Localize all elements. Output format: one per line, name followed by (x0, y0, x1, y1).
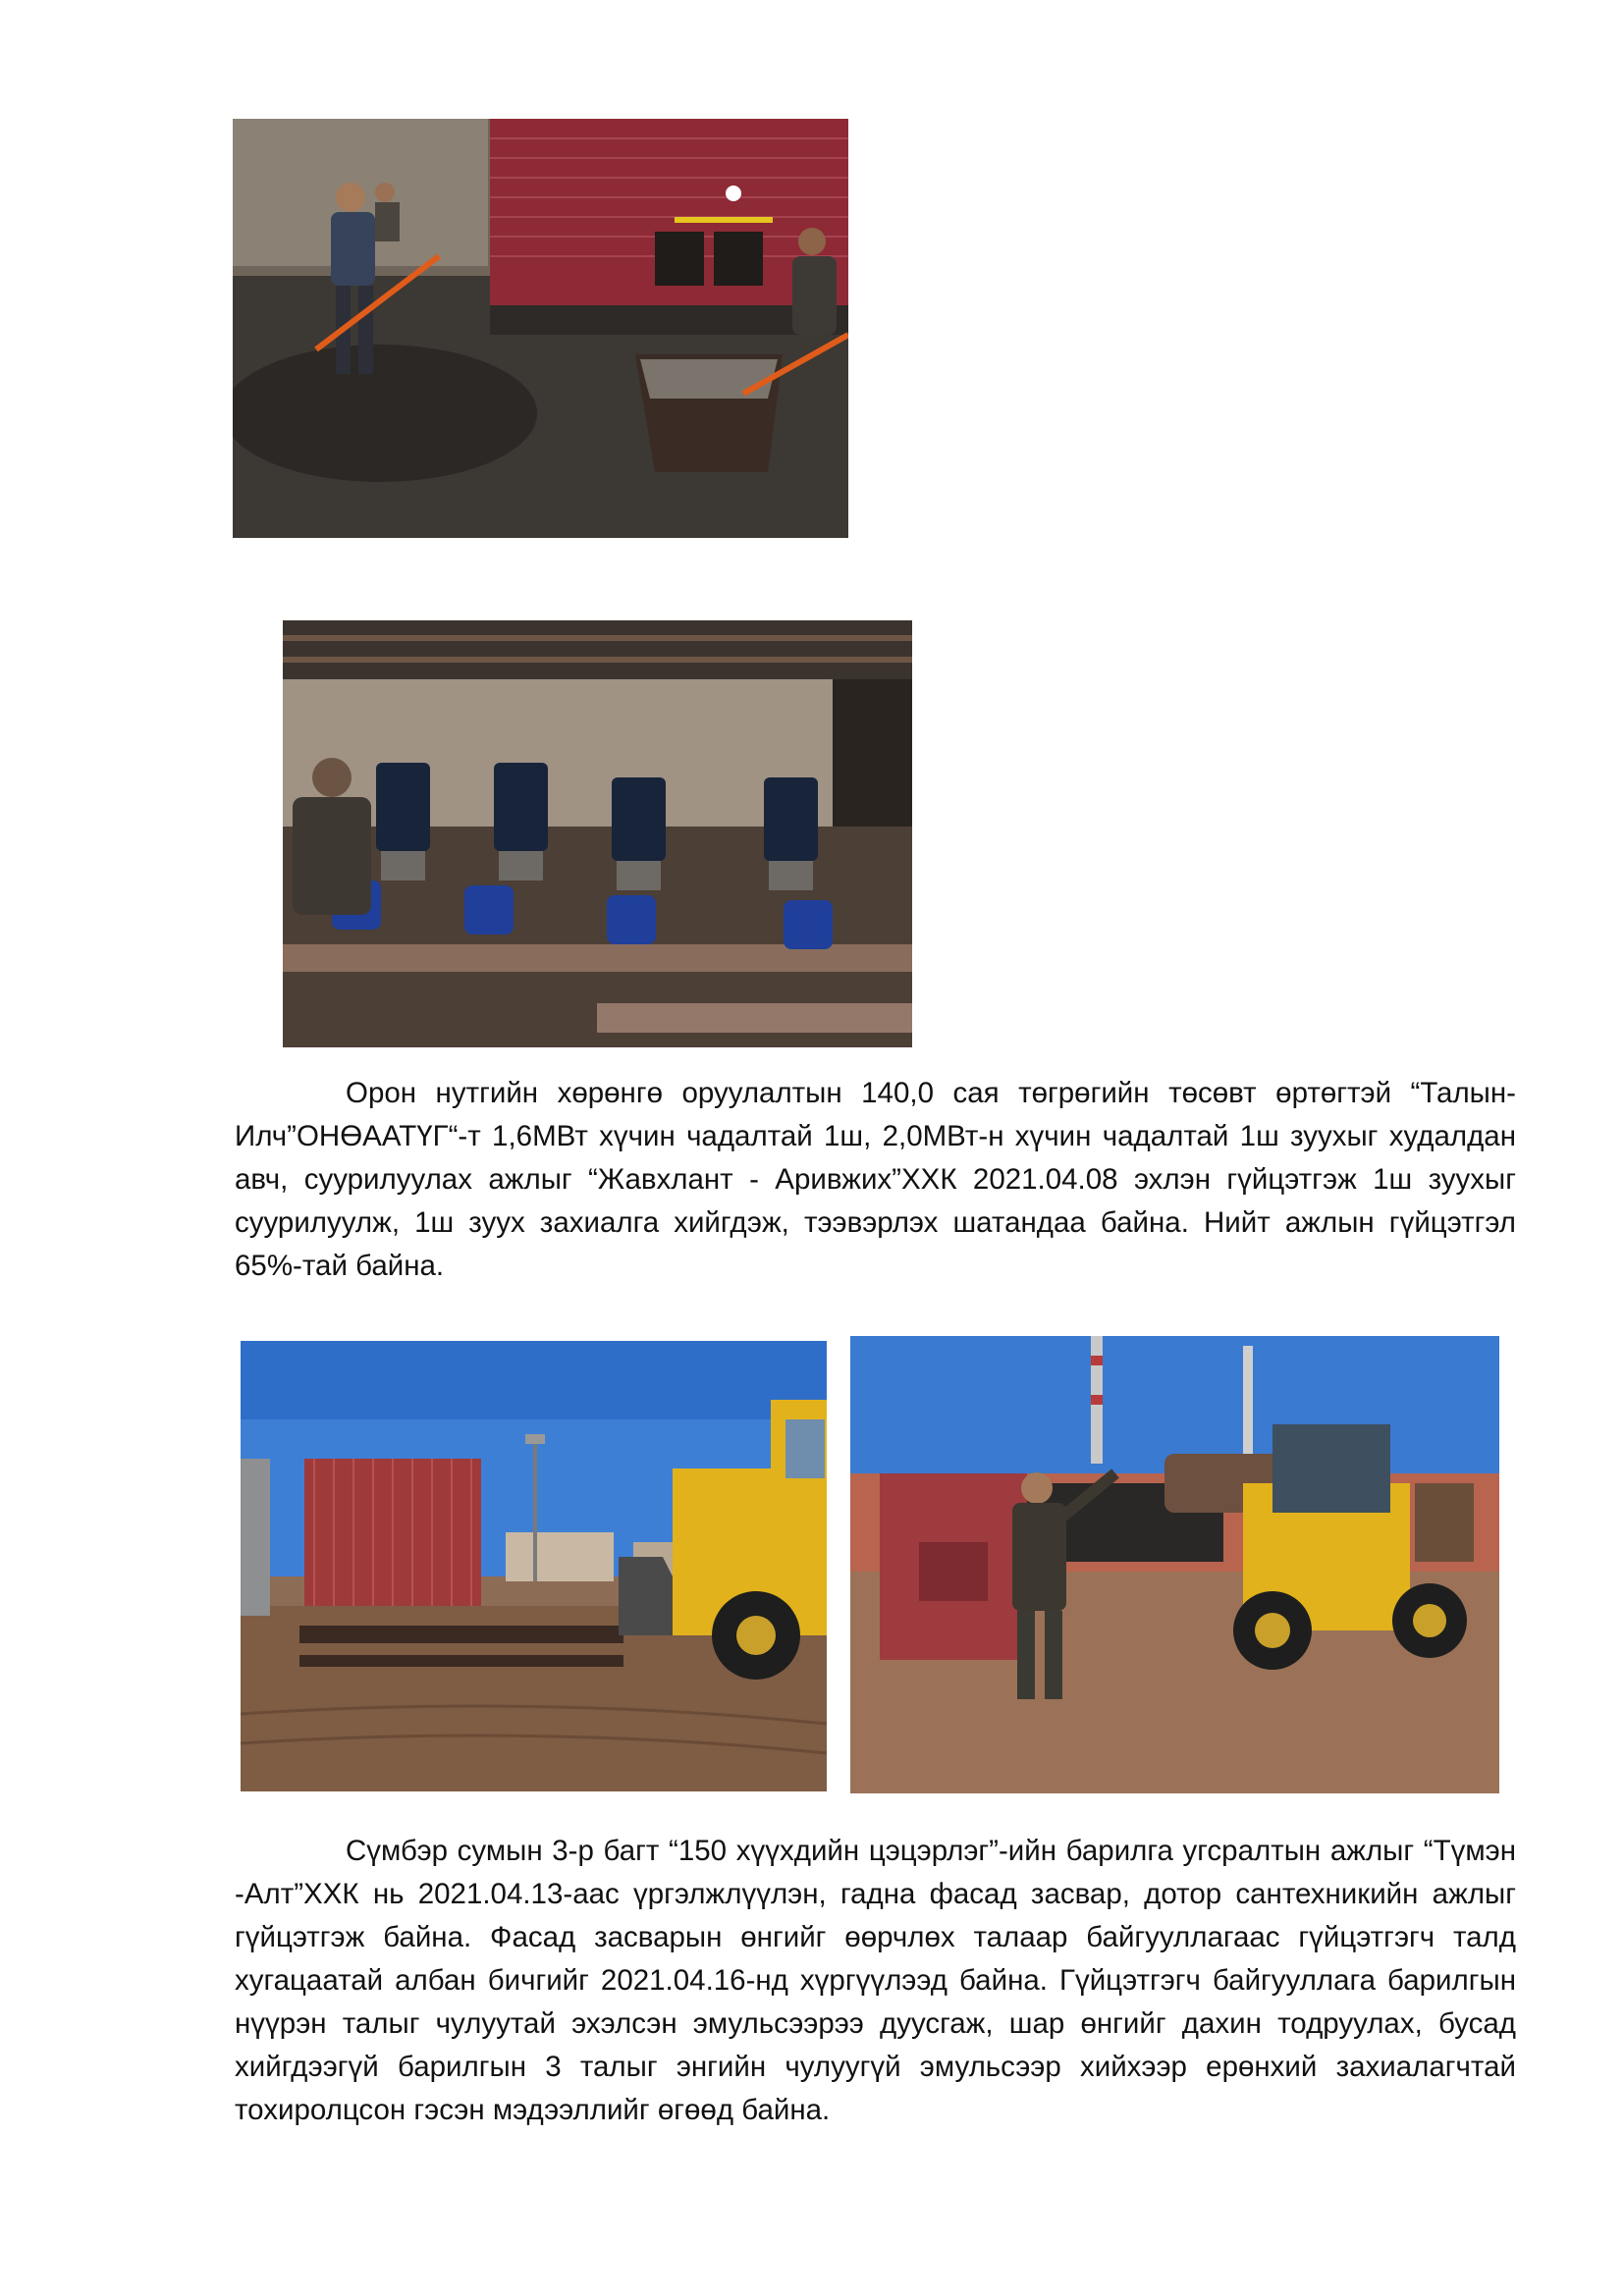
photo-pump-installation (283, 620, 912, 1047)
photo-backhoe-lifting-boiler (850, 1336, 1499, 1793)
paragraph-kindergarten-construction: Сүмбэр сумын 3-р багт “150 хүүхдийн цэцэрлэг”-ийн барилга угсралтын ажлыг “Түмэн -Алт”ХХК нь 2021.04.13-аас үргэлжлүүлэн, гадна фасад засвар, дотор сантехникийн ажлыг гүйцэтгэж байна. Фасад засварын өнгийг өөрчлөх талаар байгууллагаас гүйцэтгэгч талд хугацаатай албан бичгийг 2021.04.16-нд хүргүүлээд байна. Гүйцэтгэгч байгууллага барилгын нүүрэн талыг чулуутай эхэлсэн эмульсээрээ дуусгаж, шар өнгийг дахин тодруулах, бусад хийгдээгүй барилгын 3 талыг энгийн чулуугүй эмульсээр хийхээр ерөнхий захиалагчтай тохиролцсон гэсэн мэдээллийг өгөөд байна. (235, 1835, 1516, 2126)
paragraph-boiler-installation: Орон нутгийн хөрөнгө оруулалтын 140,0 сая төгрөгийн төсөвт өртөгтэй “Талын-Илч”ОНӨААТҮГ“-т 1,6МВт хүчин чадалтай 1ш, 2,0МВт-н хүчин чадалтай 1ш зуухыг худалдан авч, суурилуулах ажлыг “Жавхлант - Аривжих”ХХК 2021.04.08 эхлэн гүйцэтгэж 1ш зуухыг суурилуулж, 1ш зуух захиалга хийгдэж, тээвэрлэх шатандаа байна. Нийт ажлын гүйцэтгэл 65%-тай байна. (235, 1077, 1516, 1282)
photo-boiler-room-cleanup (233, 119, 848, 538)
photo-boiler-delivery-loader (241, 1341, 827, 1791)
